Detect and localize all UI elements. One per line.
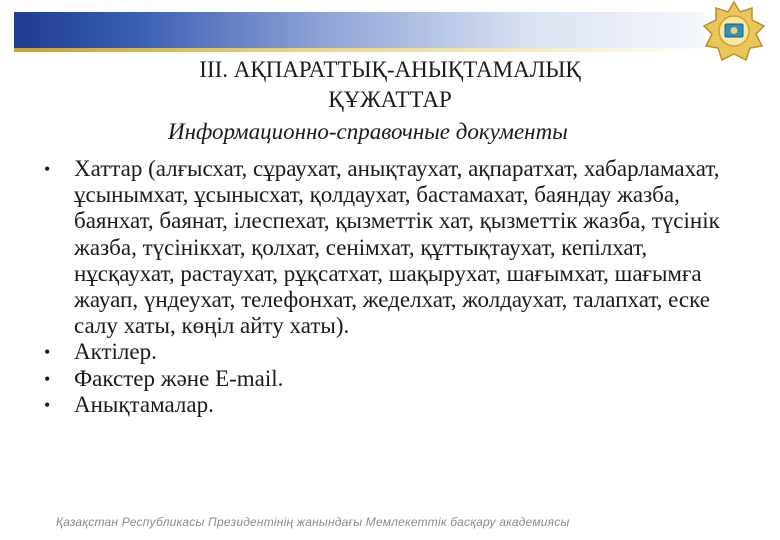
list-item-text: Анықтамалар.	[74, 391, 214, 417]
bullet-dot-icon: •	[44, 342, 51, 363]
list-item-text: Хаттар (алғысхат, сұраухат, анықтаухат, ақпаратхат, хабарламахат, ұсынымхат, ұсынысхат, қолдаухат, бастамахат, баяндау жазба, баянхат, баянат, ілеспехат, қызметтік хат, қызметтік жазба, түсінік жазба, түсінікхат, қолхат, сенімхат, құттықтаухат, кепілхат, нұсқаухат, растаухат, рұқсатхат, шақырухат, шағымхат, шағымға жауап, үндеухат, телефонхат, жеделхат, жолдаухат, талапхат, еске салу хаты, көңіл айту хаты).	[74, 156, 720, 339]
slide-title-line2: ҚҰЖАТТАР	[328, 87, 452, 112]
list-item-text: Факстер және E-mail.	[74, 365, 284, 391]
bullet-dot-icon: •	[44, 368, 51, 389]
footer-text: Қазақстан Республикасы Президентінің жанындағы Мемлекеттік басқару академиясы	[56, 515, 570, 529]
header-accent-strip	[14, 48, 704, 52]
list-item	[44, 392, 744, 418]
list-item	[44, 156, 744, 339]
bullet-list	[44, 156, 744, 418]
header-bar	[14, 12, 704, 48]
list-item	[44, 339, 744, 365]
slide-subtitle: Информационно-справочные документы	[168, 119, 568, 144]
slide-title-line1: III. АҚПАРАТТЫҚ-АНЫҚТАМАЛЫҚ	[199, 57, 581, 82]
list-item	[44, 366, 744, 392]
list-item-text: Актілер.	[74, 339, 157, 365]
bullet-dot-icon: •	[44, 159, 51, 179]
academy-emblem-icon	[702, 0, 766, 64]
bullet-dot-icon: •	[44, 394, 51, 415]
